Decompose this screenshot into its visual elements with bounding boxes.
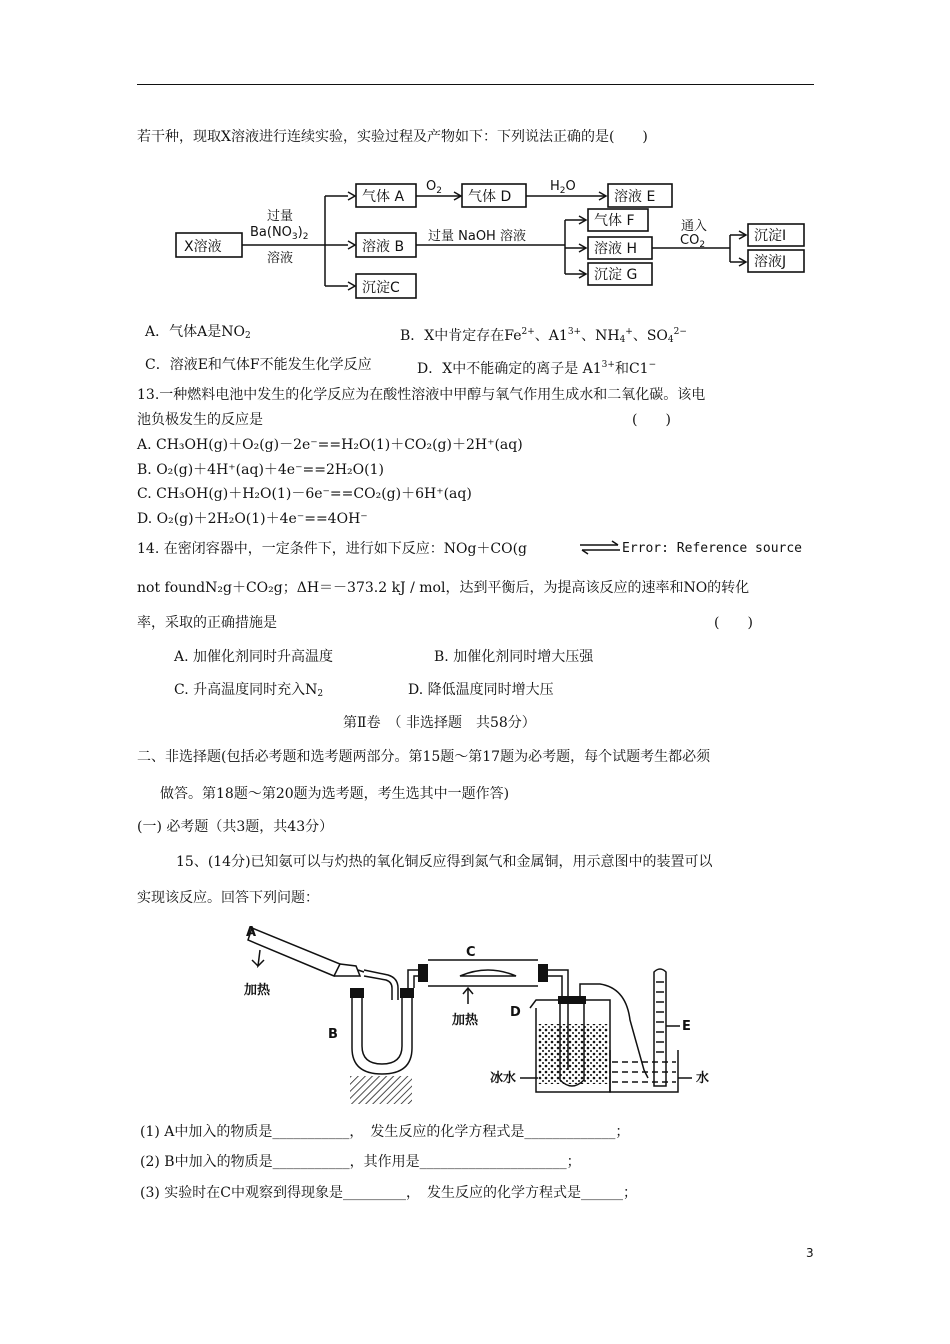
q15-sub-1: (1) A中加入的物质是___________， 发生反应的化学方程式是_____________； bbox=[140, 1124, 630, 1140]
flow-sol-b: 溶液 B bbox=[362, 239, 405, 255]
q13-option-a: A. CH₃OH(g)＋O₂(g)－2e⁻==H₂O(1)＋CO₂(g)＋2H⁺(aq) bbox=[137, 437, 523, 453]
apparatus-diagram bbox=[238, 920, 718, 1105]
part2-line-1: 二、非选择题(包括必考题和选考题两部分。第15题～第17题为必考题，每个试题考生都必须 bbox=[137, 749, 711, 765]
flow-sol-e: 溶液 E bbox=[614, 189, 656, 205]
flow-ppt-g: 沉淀 G bbox=[594, 267, 638, 283]
label-ice-water: 冰水 bbox=[490, 1071, 517, 1086]
header-rule bbox=[137, 84, 814, 85]
flow-h2o-end: O bbox=[565, 179, 576, 194]
flow-h2o: H bbox=[550, 179, 560, 194]
q14-stem-1a: 14. 在密闭容器中，一定条件下，进行如下反应：NOg＋CO(g bbox=[137, 541, 528, 557]
q12-option-d: D．X中不能确定的离子是 $A1^{3+}$和C1− bbox=[417, 360, 657, 377]
q15-sub-2: (2) B中加入的物质是___________，其作用是_____________________； bbox=[140, 1154, 581, 1170]
svg-text:H2O bbox=[550, 179, 576, 196]
svg-text:Ba(NO3)2 bbox=[250, 225, 308, 242]
label-c: C bbox=[466, 945, 476, 960]
svg-text:O2 bbox=[426, 179, 442, 196]
flow-reagent1-b3: ) bbox=[297, 225, 303, 240]
flow-gas-d: 气体 D bbox=[468, 189, 512, 205]
flow-sol-j: 溶液J bbox=[754, 254, 787, 270]
q13-stem-2: 池负极发生的反应是 bbox=[137, 412, 263, 428]
flow-x: X溶液 bbox=[184, 239, 222, 255]
part2-subtitle: (一) 必考题（共3题，共43分） bbox=[137, 819, 334, 835]
q14-stem-1b: Error: Reference source bbox=[622, 541, 803, 556]
q13-option-d: D. O₂(g)＋2H₂O(1)＋4e⁻==4OH⁻ bbox=[137, 511, 368, 527]
q15-sub-3: (3) 实验时在C中观察到得现象是_________， 发生反应的化学方程式是______； bbox=[140, 1185, 637, 1201]
flow-o2: O bbox=[426, 179, 437, 194]
section-title: 第Ⅱ卷 （ 非选择题 共58分） bbox=[343, 715, 536, 731]
label-b: B bbox=[328, 1027, 338, 1042]
q12-option-a: A．气体A是$NO_2$ bbox=[145, 324, 251, 341]
flow-reagent1-b2: 3 bbox=[291, 232, 298, 242]
flow-reagent1-b: Ba(NO bbox=[250, 225, 292, 240]
q13-stem-1: 13.一种燃料电池中发生的化学反应为在酸性溶液中甲醇与氧气作用生成水和二氧化碳。该电 bbox=[137, 387, 706, 403]
q14-option-c: C. 升高温度同时充入$N_2$ bbox=[174, 682, 324, 699]
flow-sol-h: 溶液 H bbox=[594, 241, 637, 257]
label-d: D bbox=[510, 1005, 521, 1020]
flow-reagent1-c: 溶液 bbox=[267, 251, 294, 266]
flow-ppt-c: 沉淀C bbox=[362, 280, 400, 296]
part2-line-2: 做答。第18题～第20题为选考题，考生选其中一题作答) bbox=[160, 786, 510, 802]
flow-reagent1-a: 过量 bbox=[267, 209, 294, 224]
q14-option-d: D. 降低温度同时增大压 bbox=[408, 682, 554, 698]
flow-ppt-i: 沉淀I bbox=[754, 228, 787, 244]
flow-gas-f: 气体 F bbox=[594, 213, 635, 229]
q12-option-c: C．溶液E和气体F不能发生化学反应 bbox=[145, 357, 372, 373]
q13-paren: ( ) bbox=[632, 412, 671, 428]
flow-h2o-sub: 2 bbox=[559, 186, 566, 196]
q14-stem-3: 率，采取的正确措施是 bbox=[137, 615, 277, 631]
svg-text:CO2 bbox=[680, 233, 705, 250]
flow-co2: CO bbox=[680, 233, 700, 248]
page-number: 3 bbox=[806, 1246, 814, 1260]
q15-line-1: 15、(14分)已知氨可以与灼热的氧化铜反应得到氮气和金属铜，用示意图中的装置可以 bbox=[176, 854, 713, 870]
q12-option-b: B．X中肯定存在$Fe^{2+}$、$A1^{3+}$、$NH_4^+$、$SO_4^{2-}$ bbox=[400, 327, 687, 345]
label-heat-1: 加热 bbox=[244, 983, 271, 998]
flow-diagram bbox=[170, 170, 820, 310]
label-heat-2: 加热 bbox=[452, 1013, 479, 1028]
flow-reagent1-b4: 2 bbox=[302, 232, 309, 242]
q14-stem-2: not foundN₂g＋CO₂g；ΔH＝－373.2 kJ / mol，达到平衡后，为提高该反应的速率和NO的转化 bbox=[137, 580, 750, 596]
equilibrium-arrow-icon bbox=[578, 540, 622, 556]
flow-co2-sub: 2 bbox=[699, 240, 706, 250]
label-water: 水 bbox=[696, 1071, 710, 1086]
flow-gas-a: 气体 A bbox=[362, 189, 405, 205]
q14-paren: ( ) bbox=[714, 615, 753, 631]
q13-option-b: B. O₂(g)＋4H⁺(aq)＋4e⁻==2H₂O(1) bbox=[137, 462, 384, 478]
q12-intro: 若干种，现取X溶液进行连续实验，实验过程及产物如下：下列说法正确的是( ) bbox=[137, 129, 648, 145]
flow-o2-sub: 2 bbox=[436, 186, 442, 196]
q13-option-c: C. CH₃OH(g)＋H₂O(1)－6e⁻==CO₂(g)＋6H⁺(aq) bbox=[137, 486, 472, 502]
flow-pass-in: 通入 bbox=[681, 219, 708, 234]
q14-option-b: B. 加催化剂同时增大压强 bbox=[434, 649, 594, 665]
flow-reagent2: 过量 NaOH 溶液 bbox=[428, 229, 526, 244]
label-a: A bbox=[246, 925, 257, 940]
q15-line-2: 实现该反应。回答下列问题： bbox=[137, 890, 319, 906]
q14-option-a: A. 加催化剂同时升高温度 bbox=[174, 649, 334, 665]
label-e: E bbox=[682, 1019, 691, 1034]
